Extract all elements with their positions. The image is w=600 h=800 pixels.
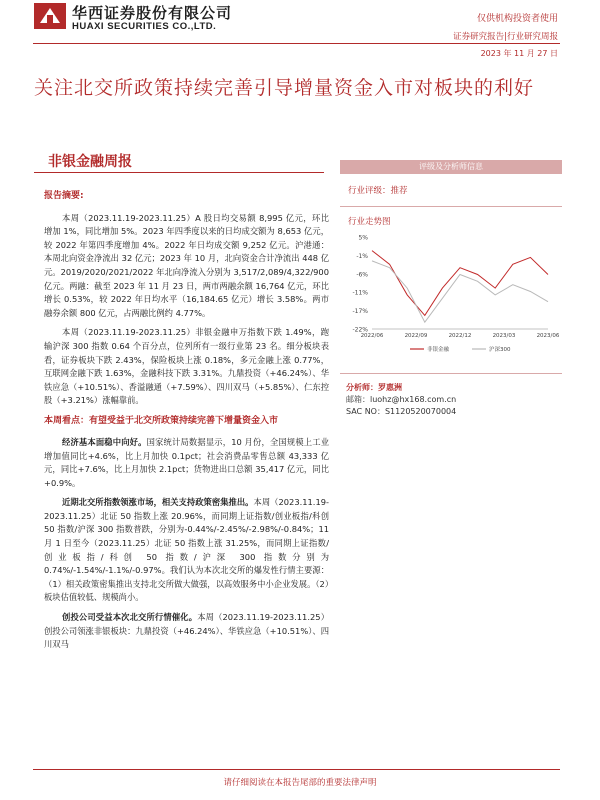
y-tick-label: 5% (358, 234, 368, 242)
report-date: 2023 年 11 月 27 日 (480, 49, 558, 58)
y-tick-label: -6% (356, 271, 368, 279)
summary-paragraph-4 (44, 496, 329, 605)
summary-paragraph-5 (44, 611, 329, 652)
company-name-cn: 华西证券股份有限公司 (72, 4, 233, 22)
analyst-sac-number: SAC NO：S1120520070004 (346, 407, 457, 416)
trend-chart-label: 行业走势图 (348, 217, 391, 227)
company-name-en: HUAXI SECURITIES CO.,LTD. (72, 21, 217, 32)
summary-paragraph-3 (44, 436, 329, 490)
x-tick-label: 2023/06 (536, 333, 560, 339)
summary-heading: 报告摘要: (44, 191, 84, 201)
sidebar (340, 160, 562, 418)
x-tick-label: 2023/03 (492, 333, 516, 339)
sidebar-divider (340, 206, 562, 207)
header-divider (33, 43, 560, 44)
x-tick-label: 2022/06 (360, 333, 384, 339)
industry-trend-chart (340, 229, 562, 359)
y-tick-label: -1% (356, 252, 368, 260)
series-line-hs300 (372, 261, 548, 322)
para3-body: 国家统计局数据显示，10 月份，全国规模上工业增加值同比+4.6%，比上月加快 0.1pct；社会消费品零售总额 43,333 亿元，同比+7.6%，比上月加快 2.1pct；货物进出口总额 35,417 亿元，同比+0.9%。 (44, 436, 329, 488)
footer-divider (33, 769, 560, 770)
analyst-email[interactable]: 邮箱：luohz@hx168.com.cn (346, 395, 457, 404)
para5-lead: 创投公司受益本次北交所行情催化。 (62, 612, 198, 623)
y-tick-label: -11% (352, 289, 368, 297)
para4-body: 本周（2023.11.19-2023.11.25）北证 50 指数上涨 20.96%，而同期上证指数/创业板指/科创 50 指数/沪深 300 指数普跌，分别为-0.44%/-2.45%/-2.98%/-0.84%；11 月 1 日至今（2023.11.25）北证 50 指数上涨 31.25%，而同期上证指数/创业板指/科创 50 指数/沪深 300 指数分别为 0.74%/-1.54%/-1.1%/-0.97%。我们认为本次北交所的爆发性行情主要源：（1）相关政策密集推出支持北交所做大做强，以高效服务中小企业发展。（2）板块估值较低、规模尚小。 (44, 497, 329, 603)
legend-label: 沪深300 (489, 347, 511, 353)
y-tick-label: -22% (352, 326, 368, 334)
analyst-info (340, 382, 562, 418)
usage-note: 仅供机构投资者使用 (476, 14, 558, 24)
summary-paragraph-1: 本周（2023.11.19-2023.11.25）A 股日均交易额 8,995 亿元，环比增加 1%，同比增加 5%。2023 年四季度以来的日均成交额为 8,653 亿元，较 2022 年第四季度增加 4%。2022 年日均成交额 9,252 亿元。沪港通：本周北向资金净流出 32 亿元；2023 年 10 月，北向资金合计净流出 448 亿元。2019/2020/2021/2022 年北向净流入分别为 3,517/2,089/4,322/900 亿元。两融：截至 2023 年 11 月 23 日，两市两融余额 16,764 亿元，环比增长 0.53%，较 2022 年日均水平（16,184.65 亿元）增长 3.58%。两市融券余额 800 亿元，占两融比例约 4.77%。 (44, 212, 329, 318)
report-type: 证券研究报告|行业研究周报 (453, 32, 558, 42)
para4-lead: 近期北交所指数领涨市场，相关支持政策密集推出。 (62, 497, 254, 508)
huaxi-logo-icon (34, 3, 66, 29)
legal-notice: 请仔细阅读在本报告尾部的重要法律声明 (223, 778, 377, 788)
report-title: 关注北交所政策持续完善引导增量资金入市对板块的利好 (34, 77, 535, 99)
sidebar-divider-2 (340, 373, 562, 374)
series-line-nonbank (372, 251, 548, 316)
industry-rating: 行业评级：推荐 (348, 186, 408, 196)
summary-paragraph-2: 本周（2023.11.19-2023.11.25）非银金融申万指数下跌 1.49%，跑输沪深 300 指数 0.64 个百分点，位列所有一级行业第 23 名。细分板块表看，证券板块下跌 2.43%，保险板块上涨 0.18%，多元金融上涨 0.77%，互联网金融下跌 1.63%，金融科技下跌 3.31%。九鼎投资（+46.24%）、华铁应急（+10.51%）、香溢融通（+7.59%）、四川双马（+5.85%）、仁东控股（+3.21%）涨幅靠前。 (44, 327, 329, 406)
analyst-name: 分析师：罗惠洲 (346, 383, 402, 392)
subtitle-divider (34, 172, 324, 173)
summary-column (44, 190, 329, 658)
para5-body: 本周（2023.11.19-2023.11.25）创投公司领涨非银板块：九鼎投资（+46.24%）、华铁应急（+10.51%）、四川双马 (44, 612, 329, 650)
para3-lead: 经济基本面稳中向好。 (62, 436, 147, 447)
x-tick-label: 2022/12 (448, 333, 472, 339)
rating-analyst-bar: 评级及分析师信息 (340, 160, 562, 174)
highlight-heading: 本周看点：有望受益于北交所政策持续完善下增量资金入市 (44, 415, 279, 426)
x-tick-label: 2022/09 (404, 333, 428, 339)
report-subtitle: 非银金融周报 (48, 154, 132, 170)
y-tick-label: -17% (352, 308, 368, 316)
legend-label: 非银金融 (427, 347, 450, 353)
